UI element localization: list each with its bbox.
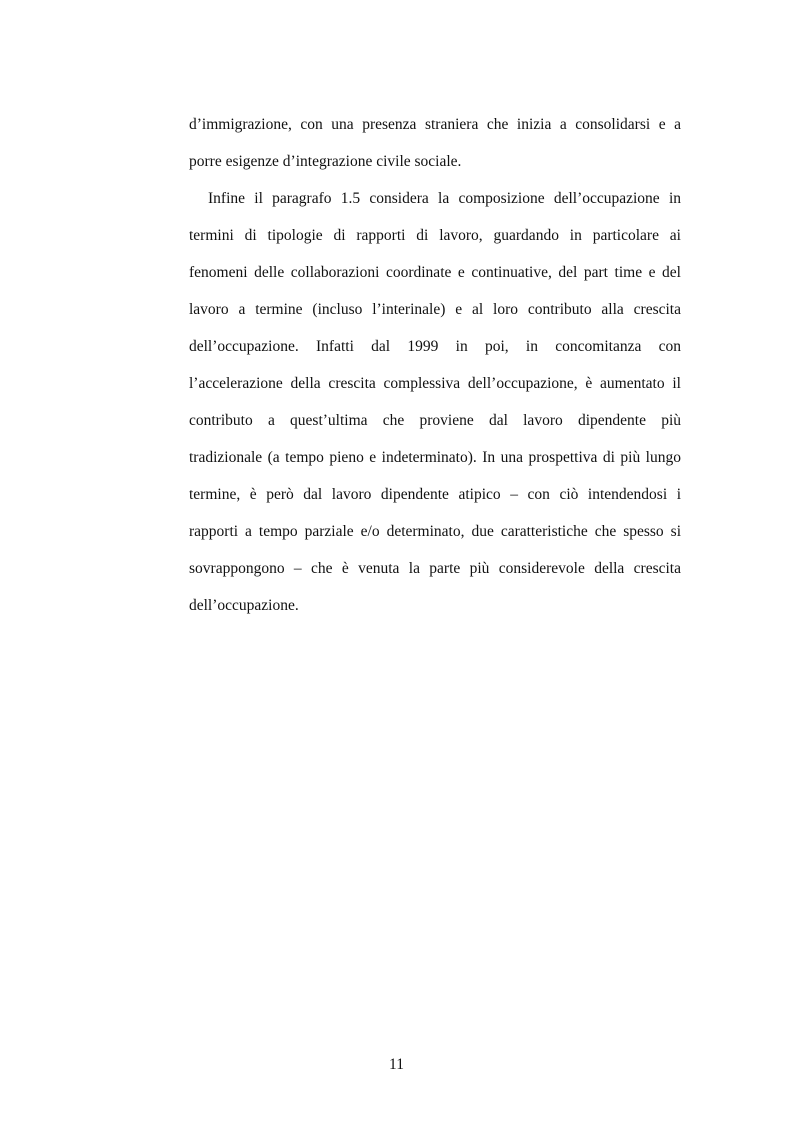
paragraph-line: Infine il paragrafo 1.5 considera la composizione dell’occupazione in xyxy=(208,190,681,207)
paragraph-line: contributo a quest’ultima che proviene dal lavoro dipendente più xyxy=(189,412,681,429)
paragraph-line: termine, è però dal lavoro dipendente atipico – con ciò intendendosi i xyxy=(189,486,681,503)
paragraph-line: l’accelerazione della crescita complessiva dell’occupazione, è aumentato il xyxy=(189,375,681,392)
paragraph-line: dell’occupazione. Infatti dal 1999 in poi, in concomitanza con xyxy=(189,338,681,355)
paragraph-line: dell’occupazione. xyxy=(189,597,299,614)
paragraph-line: lavoro a termine (incluso l’interinale) e al loro contributo alla crescita xyxy=(189,301,681,318)
paragraph-line: tradizionale (a tempo pieno e indeterminato). In una prospettiva di più lungo xyxy=(189,449,681,466)
body-text xyxy=(189,106,681,624)
paragraph-line: termini di tipologie di rapporti di lavoro, guardando in particolare ai xyxy=(189,227,681,244)
paragraph-line: sovrappongono – che è venuta la parte più considerevole della crescita xyxy=(189,560,681,577)
paragraph-line: rapporti a tempo parziale e/o determinato, due caratteristiche che spesso si xyxy=(189,523,681,540)
paragraph-line: fenomeni delle collaborazioni coordinate e continuative, del part time e del xyxy=(189,264,681,281)
paragraph-line: porre esigenze d’integrazione civile sociale. xyxy=(189,153,462,170)
page-number: 11 xyxy=(389,1056,404,1073)
paragraph-line: d’immigrazione, con una presenza straniera che inizia a consolidarsi e a xyxy=(189,116,681,133)
